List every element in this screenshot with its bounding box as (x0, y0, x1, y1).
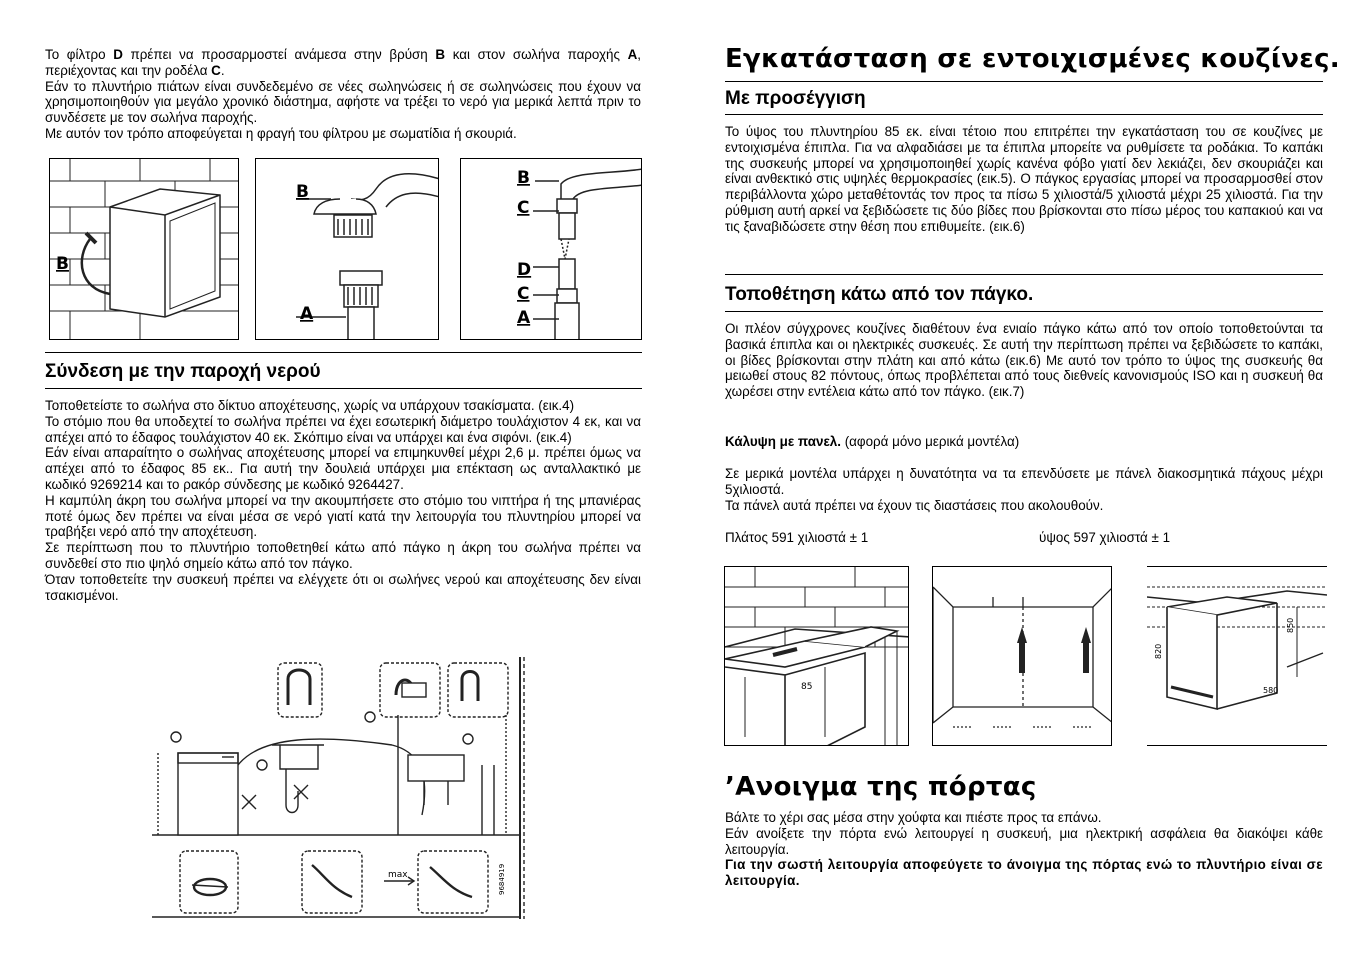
intro-text-run: , περιέχοντας και την ροδέλα (45, 47, 642, 78)
fig3-label-d: D (517, 260, 532, 280)
fig3-label-b: B (517, 168, 530, 188)
water-supply-paragraph: Το στόμιο που θα υποδεχτεί το σωλήνα πρέπει να έχει εσωτερική διάμετρο τουλάχιστον 4 εκ, και να απέχει από το έδαφος τουλάχιστον 40 εκ. Σκόπιμο είναι να υπάρχει και ένα σιφόνι. (εικ.4) (45, 413, 641, 445)
door-warning: Για την σωστή λειτουργία αποφεύγετε το άνοιγμα της πόρτας ενώ το πλυντήριο είναι σε λειτουργία. (725, 857, 1323, 889)
fig3-label-c: C (517, 198, 530, 218)
panel-width: Πλάτος 591 χιλιοστά ± 1 (725, 530, 869, 545)
fig4-side-code: 9684919 (498, 863, 506, 895)
water-supply-text (45, 398, 641, 603)
under-counter-paragraph: Οι πλέον σύγχρονες κουζίνες διαθέτουν ένα ενιαίο πάγκο κάτω από τον οποίο τοποθετούνται τα βασικά έπιπλα και οι ηλεκτρικές συσκευές. Σε αυτή την περίπτωση πρέπει να ξεβιδώσετε το καπάκι, οι βίδες βρίσκονται στην πλάτη και από κάτω (εικ.6) Με αυτό τον τρόπο το ύψος της συσκευής θα μειωθεί στους 82 πόντους, όπως προβλέπεται από τους διεθνείς κανονισμούς ISO και η συσκευή θα χωρέσει στην εντέλεια κάτω από τον πάγκο. (εικ.7) (725, 321, 1323, 400)
door-text-1: Βάλτε το χέρι σας μέσα στην χούφτα και πιέστε προς τα επάνω. (725, 810, 1102, 825)
intro-text (45, 47, 641, 142)
divider-right-3 (725, 274, 1323, 275)
divider-left-2 (45, 388, 642, 389)
section-title-water-supply: Σύνδεση με την παροχή νερού (45, 361, 321, 382)
divider-right-1 (725, 81, 1323, 82)
fig3-label-a: A (517, 308, 531, 328)
intro-bold-letter: A (627, 47, 638, 62)
divider-right-4 (725, 311, 1323, 312)
water-supply-paragraph: Τοποθετείστε το σωλήνα στο δίκτυο αποχέτευσης, χωρίς να υπάρχουν τσακίσματα. (εικ.4) (45, 398, 575, 413)
intro-paragraph (45, 126, 641, 142)
panel-heading (725, 434, 1323, 450)
fig2-label-b: B (296, 182, 309, 202)
fig3-label-c2: C (517, 284, 530, 304)
door-opening-text (725, 810, 1323, 889)
approach-text (725, 124, 1323, 235)
figure-3-filter-assembly (460, 158, 642, 340)
figure-6-worktop-adjust (932, 566, 1112, 746)
intro-text-run: . (220, 62, 225, 78)
fig5-label: 85 (801, 682, 813, 692)
subtitle-under-counter: Τοποθέτηση κάτω από τον πάγκο. (725, 284, 1034, 305)
figure-1-dishwasher-wall (49, 158, 239, 340)
panel-text-2: Τα πάνελ αυτά πρέπει να έχουν τις διαστάσεις που ακολουθούν. (725, 497, 1104, 513)
door-text-2: Εάν ανοίξετε την πόρτα ενώ λειτουργεί η συσκευή, μια ηλεκτρική ασφάλεια θα διακόψει κάθε λειτουργία. (725, 825, 1323, 857)
panel-heading-note: (αφορά μόνο μερικά μοντέλα) (840, 434, 1020, 449)
divider-left-1 (45, 352, 642, 353)
fig1-label-b: B (56, 254, 69, 274)
approach-paragraph: Το ύψος του πλυντηρίου 85 εκ. είναι τέτοιο που επιτρέπει την εγκατάσταση του σε κουζίνες με εντοιχισμένα έπιπλα. Για να αλφαδιάσει με τα έπιπλα μπορείτε να ρυθμίσετε τα ροδάκια. Το καπάκι της συσκευής μπορεί να χρησιμοποιηθεί χωρίς κανένα φόβο γιατί δεν λεκιάζει, δεν σκουριάζει και είναι ανθεκτικό στις υψηλές θερμοκρασίες (εικ.5). Ο πάγκος εργασίας μπορεί να προσαρμοσθεί στον περιβάλλοντα χώρο μεταθέτοντάς τον προς τα πίσω 5 χιλιοστά/5 χιλιοστά μέχρι 25 χιλιοστά. Για την ρύθμιση αυτή αρκεί να ξεβιδώσετε τις δύο βίδες που βρίσκονται στο πίσω μέρος του καπακιού και να τις ξαναβιδώσετε στην θέση που επιθυμείτε. (εικ.6) (725, 124, 1323, 234)
fig7-label-c: 580 (1263, 686, 1279, 695)
intro-bold-letter: D (113, 47, 123, 62)
panel-text-1: Σε μερικά μοντέλα υπάρχει η δυνατότητα να τα επενδύσετε με πάνελ διακοσμητικά πάχους μέχρι 5χιλιοστά. (725, 466, 1323, 497)
intro-text-run: πρέπει να προσαρμοστεί ανάμεσα στην βρύση (122, 47, 436, 62)
fig2-label-a: A (300, 304, 314, 324)
intro-bold-letter: C (211, 62, 221, 78)
intro-paragraph (45, 79, 641, 126)
page-title-builtin-kitchens: Εγκατάσταση σε εντοιχισμένες κουζίνες. (725, 44, 1340, 74)
panel-height: ύψος 597 χιλιοστά ± 1 (1039, 530, 1171, 545)
figure-5-kitchen-counter (724, 566, 909, 746)
figure-7-under-counter (1147, 566, 1327, 746)
intro-paragraph (45, 47, 641, 79)
figure-2-tap-filter (255, 158, 439, 340)
fig7-label-a: 820 (1154, 643, 1163, 659)
figure-4-drain-installation (152, 655, 532, 919)
water-supply-paragraph: Όταν τοποθετείτε την συσκευή πρέπει να ελέγχετε ότι οι σωλήνες νερού και αποχέτευσης δεν είναι τσακισμένοι. (45, 571, 641, 603)
panel-heading-bold: Κάλυψη με πανελ. (725, 434, 841, 449)
water-supply-paragraph: Η καμπύλη άκρη του σωλήνα μπορεί να την ακουμπήσετε στο στόμιο του νιπτήρα ή της μπανιέρας ποτέ όμως δεν πρέπει να είναι μέσα σε νερό γιατί κατά την λειτουργία του πλυντηρίου μπορεί να τραβήξει νερό από την αποχέτευση. (45, 492, 641, 540)
intro-text-run: Με αυτόν τον τρόπο αποφεύγεται η φραγή του φίλτρου με σωματίδια ή σκουριά. (45, 125, 517, 141)
panel-text (725, 466, 1323, 513)
water-supply-paragraph: Σε περίπτωση που το πλυντήριο τοποθετηθεί κάτω από πάγκο η άκρη του σωλήνα πρέπει να συνδεθεί στο πιο ψηλό σημείο κάτω από τον πάγκο. (45, 540, 641, 571)
intro-text-run: και στον σωλήνα παροχής (445, 47, 628, 62)
water-supply-paragraph: Εάν είναι απαραίτητο ο σωλήνας αποχέτευσης μπορεί να επιμηκυνθεί μέχρι 2,6 μ. πρέπει όμως να απέχει από το έδαφος 85 εκ.. Για αυτή την δουλειά υπάρχει μια επέκταση ως ανταλλακτικό με κωδικό 9269214 και το ρακόρ σύνδεσης με κωδικό 9264427. (45, 445, 641, 492)
under-counter-text (725, 321, 1323, 400)
intro-bold-letter: B (435, 47, 446, 62)
intro-text-run: Εάν το πλυντήριο πιάτων είναι συνδεδεμένο σε νέες σωληνώσεις ή σε σωληνώσεις που έχουν να χρησιμοποιηθούν για μεγάλο χρονικό διάστημα, αφήστε να τρέξει το νερό για μερικά λεπτά πριν το συνδέσετε με τον σωλήνα παροχής. (45, 78, 641, 126)
intro-text-run: Το φίλτρο (45, 47, 114, 62)
divider-right-2 (725, 114, 1323, 115)
subtitle-approach: Με προσέγγιση (725, 88, 866, 109)
fig7-label-b: 850 (1286, 617, 1295, 633)
fig4-max-label: max (388, 870, 408, 880)
door-opening-title: ’Ανοιγμα της πόρτας (725, 772, 1037, 802)
